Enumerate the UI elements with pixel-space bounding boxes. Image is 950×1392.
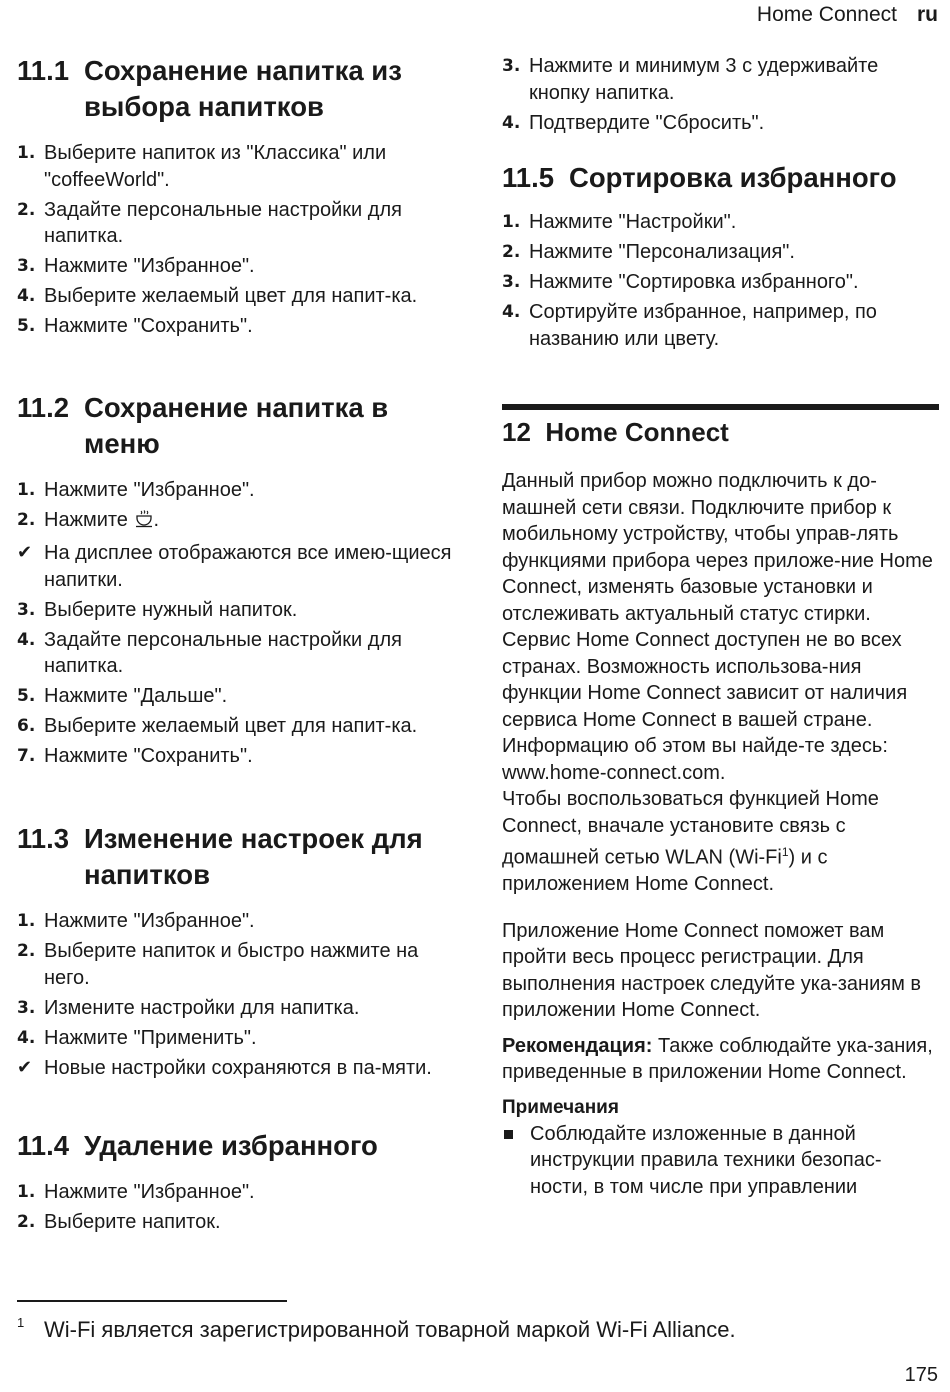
- step-list: [17, 1179, 457, 1236]
- step-text: Выберите напиток и быстро нажмите на него.: [44, 940, 419, 989]
- step-number: 5.: [17, 686, 36, 706]
- step-number: 4.: [502, 112, 521, 133]
- section-11-4-continued: [502, 53, 939, 140]
- step-number: 1.: [502, 212, 521, 232]
- step-list: [17, 477, 457, 770]
- step-number: 2.: [17, 199, 36, 220]
- list-item: [17, 743, 457, 770]
- step-number: 1.: [17, 911, 36, 931]
- check-icon: ✔: [17, 542, 33, 563]
- list-item: [17, 313, 457, 340]
- coffee-cup-icon: [134, 509, 154, 537]
- footnote-text: Wi-Fi является зарегистрированной товарной маркой Wi-Fi Alliance.: [44, 1317, 736, 1342]
- step-list: [502, 209, 939, 352]
- step-number: 3.: [17, 256, 36, 276]
- section-heading: [17, 390, 457, 462]
- step-text: Выберите нужный напиток.: [44, 598, 298, 621]
- tip-paragraph: [502, 1033, 939, 1086]
- chapter-number: 12: [502, 417, 531, 447]
- notes-list: [502, 1121, 939, 1201]
- section-title: Изменение настроек для напитков: [84, 823, 423, 890]
- section-11-1: [17, 53, 457, 343]
- step-text: Нажмите "Персонализация".: [529, 241, 795, 263]
- section-11-5: [502, 160, 939, 356]
- section-heading: [17, 821, 457, 893]
- section-12-home-connect: [502, 414, 939, 1200]
- list-item: [17, 540, 457, 593]
- paragraph: Приложение Home Connect поможет вам пройти весь процесс регистрации. Для выполнения настроек следуйте ука-заниям в приложении Home Connect.: [502, 919, 922, 1022]
- section-11-4: [17, 1128, 457, 1239]
- step-text: Нажмите "Избранное".: [44, 910, 255, 932]
- section-heading: [17, 1128, 457, 1164]
- section-heading: [17, 53, 457, 125]
- step-text: Выберите желаемый цвет для напит-ка.: [44, 285, 418, 307]
- paragraph: Сервис Home Connect доступен не во всех странах. Возможность использова-ния функции Home Connect зависит от наличия сервиса Home Connect в вашей стране. Информацию об этом вы найде-те здесь: www.home-connect.com.: [502, 629, 908, 784]
- footnote-number: 1: [17, 1315, 25, 1330]
- step-text: Нажмите "Настройки".: [529, 211, 737, 233]
- section-number: 11.3: [17, 823, 70, 854]
- header-language: ru: [917, 3, 938, 26]
- step-text: Нажмите "Сохранить".: [44, 745, 253, 767]
- list-item: [502, 269, 939, 296]
- step-text: Нажмите "Избранное".: [44, 1181, 255, 1203]
- note-text: Соблюдайте изложенные в данной инструкции правила техники безопас-ности, в том числе при управлении: [530, 1122, 882, 1198]
- list-item: [502, 1121, 939, 1201]
- step-number: 7.: [17, 746, 36, 766]
- step-text: Задайте персональные настройки для напитка.: [44, 198, 402, 247]
- tip-text: Также соблюдайте ука-зания, приведенные в приложении Home Connect.: [502, 1034, 933, 1084]
- step-text: Нажмите "Избранное".: [44, 255, 255, 277]
- step-number: 2.: [17, 1212, 36, 1232]
- step-text: Нажмите "Сохранить".: [44, 315, 253, 337]
- section-title: Сортировка избранного: [569, 162, 897, 193]
- step-text: Нажмите "Избранное".: [44, 479, 255, 501]
- list-item: [17, 1209, 457, 1236]
- step-number: 1.: [17, 480, 36, 500]
- step-number: 2.: [502, 242, 521, 262]
- footnote: [17, 1317, 937, 1343]
- section-number: 11.1: [17, 55, 70, 86]
- list-item: [502, 299, 939, 352]
- step-text: Нажмите "Сортировка избранного".: [529, 271, 859, 293]
- list-item: [17, 197, 457, 250]
- step-number: 4.: [17, 1027, 36, 1048]
- section-number: 11.5: [502, 162, 555, 193]
- chapter-divider: [502, 404, 939, 410]
- step-number: 2.: [17, 941, 36, 961]
- list-item: [502, 110, 939, 137]
- paragraph: [502, 786, 939, 898]
- header-title: Home Connect: [756, 3, 897, 26]
- section-heading: [502, 160, 939, 196]
- paragraph: Данный прибор можно подключить к до-машней сети связи. Подключите прибор к мобильному устройству, чтобы управ-лять функциями прибора через приложе-ние Home Connect, изменять базовые установки и отслеживать актуальный статус стирки.: [502, 470, 933, 625]
- bullet-icon: [504, 1130, 513, 1139]
- step-text-suffix: .: [153, 509, 160, 531]
- step-text: Новые настройки сохраняются в па-мяти.: [44, 1056, 432, 1079]
- list-item: [17, 1179, 457, 1206]
- list-item: [17, 908, 457, 935]
- step-text: Выберите напиток из "Классика" или "coffeeWorld".: [44, 142, 387, 191]
- list-item: [17, 938, 457, 991]
- step-number: 4.: [17, 629, 36, 650]
- section-title: Сохранение напитка из выбора напитков: [84, 55, 402, 122]
- list-item: [17, 597, 457, 624]
- list-item: [17, 283, 457, 310]
- step-number: 4.: [17, 286, 36, 306]
- list-item: [17, 477, 457, 504]
- list-item: [17, 683, 457, 710]
- list-item: [502, 209, 939, 236]
- step-list: [502, 53, 939, 136]
- list-item: [17, 140, 457, 193]
- section-number: 11.4: [17, 1130, 70, 1161]
- page-number: 175: [904, 1364, 938, 1386]
- page-header: [757, 3, 938, 27]
- step-number: 3.: [17, 997, 36, 1018]
- section-11-2: [17, 390, 457, 773]
- step-text: Нажмите и минимум 3 с удерживайте кнопку напитка.: [529, 55, 879, 104]
- step-number: 1.: [17, 143, 36, 163]
- step-number: 3.: [502, 56, 521, 76]
- step-number: 1.: [17, 1182, 36, 1202]
- list-item: [17, 507, 457, 537]
- step-number: 3.: [17, 599, 36, 620]
- step-number: 4.: [502, 302, 521, 322]
- check-icon: ✔: [17, 1056, 33, 1078]
- step-list: [17, 908, 457, 1081]
- step-text: На дисплее отображаются все имею-щиеся напитки.: [44, 542, 452, 591]
- list-item: [502, 239, 939, 266]
- section-11-3: [17, 821, 457, 1085]
- step-number: 2.: [17, 510, 36, 530]
- chapter-title: Home Connect: [545, 417, 729, 447]
- step-number: 6.: [17, 716, 36, 736]
- list-item: [17, 627, 457, 680]
- list-item: [502, 53, 939, 106]
- step-text: Выберите напиток.: [44, 1211, 221, 1233]
- section-title: Сохранение напитка в меню: [84, 392, 389, 459]
- step-text: Измените настройки для напитка.: [44, 996, 360, 1019]
- section-title: Удаление избранного: [84, 1130, 378, 1161]
- step-text: Нажмите "Применить".: [44, 1026, 257, 1049]
- step-text: Нажмите: [44, 509, 128, 531]
- step-number: 3.: [502, 272, 521, 292]
- step-number: 5.: [17, 316, 36, 336]
- section-number: 11.2: [17, 392, 70, 423]
- list-item: [17, 713, 457, 740]
- chapter-heading: [502, 414, 939, 450]
- step-text: Сортируйте избранное, например, по названию или цвету.: [529, 301, 877, 350]
- step-text: Подтвердите "Сбросить".: [529, 111, 765, 134]
- paragraph-text: Чтобы воспользоваться функцией Home Connect, вначале установите связь с домашней сетью WLAN (Wi-Fi: [502, 788, 879, 869]
- notes-heading: Примечания: [502, 1096, 619, 1118]
- paragraph-text: ) и с приложением Home Connect.: [502, 846, 828, 896]
- tip-label: Рекомендация:: [502, 1034, 653, 1057]
- step-list: [17, 140, 457, 340]
- step-text: Нажмите "Дальше".: [44, 685, 228, 707]
- footnote-divider: [17, 1300, 287, 1302]
- list-item: [17, 995, 457, 1022]
- list-item: [17, 253, 457, 280]
- step-text: Задайте персональные настройки для напитка.: [44, 628, 402, 677]
- list-item: [17, 1055, 457, 1082]
- list-item: [17, 1025, 457, 1052]
- footnote-ref: 1: [781, 845, 789, 859]
- step-text: Выберите желаемый цвет для напит-ка.: [44, 715, 418, 737]
